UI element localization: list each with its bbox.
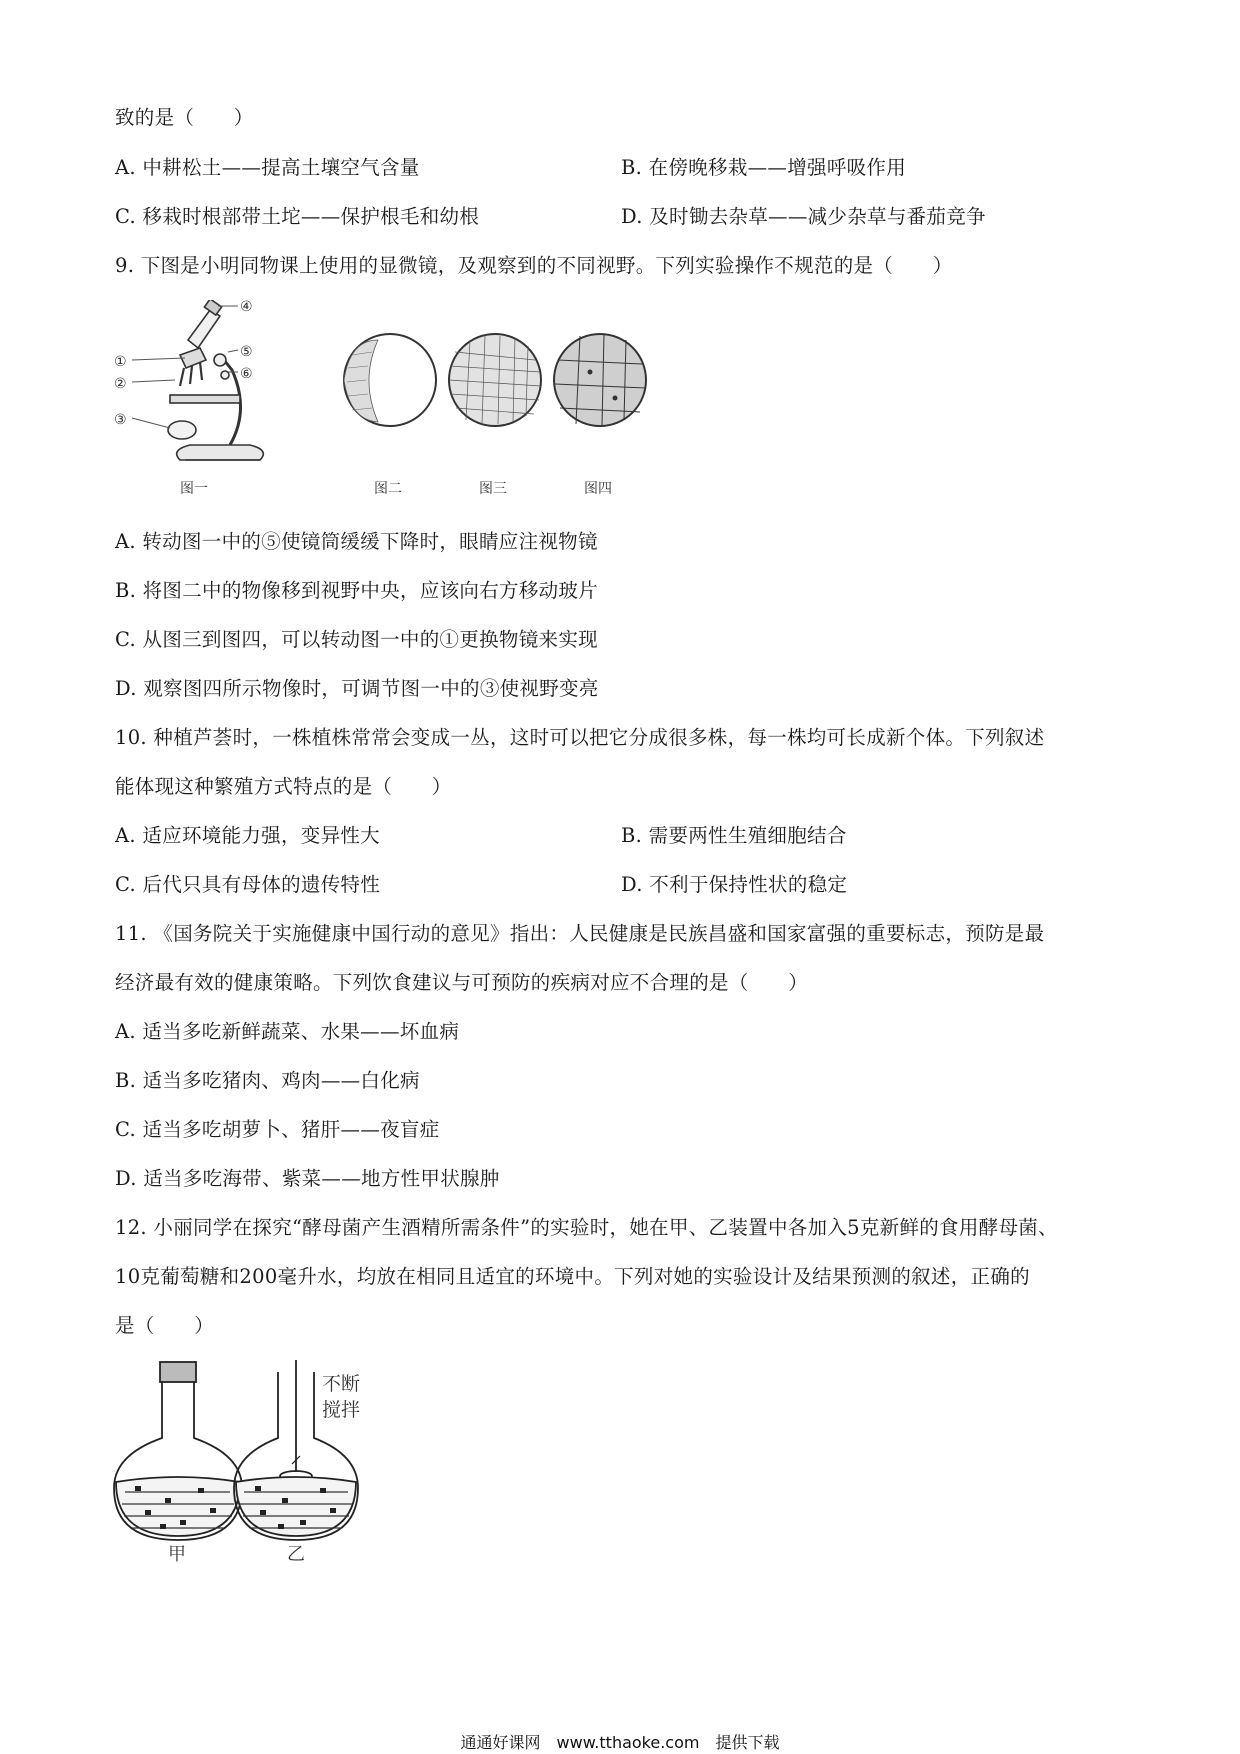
q10-option-d: D. 不利于保持性状的稳定: [621, 873, 848, 896]
view-fig2: [344, 334, 436, 426]
q9-option-c: C. 从图三到图四，可以转动图一中的①更换物镜来实现: [115, 628, 598, 651]
caption-fig4: 图四: [584, 481, 612, 497]
flask-jia: [114, 1362, 242, 1540]
q9-option-b: B. 将图二中的物像移到视野中央，应该向右方移动玻片: [115, 579, 599, 602]
label-1: ①: [114, 354, 127, 370]
q10-option-a: A. 适应环境能力强，变异性大: [115, 824, 380, 847]
flask-jia-label: 甲: [168, 1544, 186, 1565]
q10-stem-line1: 10. 种植芦荟时，一株植株常常会变成一丛，这时可以把它分成很多株，每一株均可长成新个体。下列叙述: [115, 726, 1045, 749]
microscope-figure: [110, 300, 670, 510]
q12-stem-line2: 10克葡萄糖和200毫升水，均放在相同且适宜的环境中。下列对她的实验设计及结果预测的叙述，正确的: [115, 1265, 1030, 1288]
label-4: ④: [240, 300, 253, 315]
page-footer: 通通好课网 www.tthaoke.com 提供下载: [460, 1733, 780, 1752]
q8-option-c: C. 移栽时根部带土坨——保护根毛和幼根: [115, 205, 480, 228]
caption-fig1: 图一: [180, 481, 208, 497]
view-fig4: [554, 334, 646, 426]
q8-option-b: B. 在傍晚移栽——增强呼吸作用: [621, 156, 907, 179]
stir-label-line1: 不断: [322, 1373, 361, 1395]
q9-option-a: A. 转动图一中的⑤使镜筒缓缓下降时，眼睛应注视物镜: [115, 530, 598, 553]
q9-option-d: D. 观察图四所示物像时，可调节图一中的③使视野变亮: [115, 677, 599, 700]
q8-stem-tail: 致的是（ ）: [115, 106, 254, 129]
stir-label-line2: 搅拌: [322, 1399, 361, 1421]
q10-option-c: C. 后代只具有母体的遗传特性: [115, 873, 381, 896]
q8-option-d: D. 及时锄去杂草——减少杂草与番茄竞争: [621, 205, 986, 228]
q11-option-b: B. 适当多吃猪肉、鸡肉——白化病: [115, 1069, 420, 1092]
caption-fig3: 图三: [479, 481, 507, 497]
label-3: ③: [114, 412, 127, 428]
q12-stem-line3: 是（ ）: [115, 1314, 215, 1337]
q11-option-d: D. 适当多吃海带、紫菜——地方性甲状腺肿: [115, 1167, 500, 1190]
q8-option-a: A. 中耕松土——提高土壤空气含量: [115, 156, 420, 179]
q10-option-b: B. 需要两性生殖细胞结合: [621, 824, 847, 847]
label-2: ②: [114, 376, 127, 392]
q9-stem: 9. 下图是小明同物课上使用的显微镜，及观察到的不同视野。下列实验操作不规范的是（ ）: [115, 254, 953, 277]
view-fig3: [449, 334, 541, 426]
q11-stem-line1: 11. 《国务院关于实施健康中国行动的意见》指出：人民健康是民族昌盛和国家富强的重要标志，预防是最: [115, 922, 1045, 945]
q11-option-c: C. 适当多吃胡萝卜、猪肝——夜盲症: [115, 1118, 440, 1141]
q11-stem-line2: 经济最有效的健康策略。下列饮食建议与可预防的疾病对应不合理的是（ ）: [115, 971, 809, 994]
q11-option-a: A. 适当多吃新鲜蔬菜、水果——坏血病: [115, 1020, 460, 1043]
flask-yi-label: 乙: [287, 1544, 305, 1565]
label-5: ⑤: [240, 344, 253, 360]
label-6: ⑥: [240, 366, 253, 382]
flask-figure: [110, 1360, 430, 1565]
caption-fig2: 图二: [374, 481, 402, 497]
q10-stem-line2: 能体现这种繁殖方式特点的是（ ）: [115, 775, 452, 798]
q12-stem-line1: 12. 小丽同学在探究“酵母菌产生酒精所需条件”的实验时，她在甲、乙装置中各加入5克新鲜的食用酵母菌、: [115, 1216, 1058, 1239]
